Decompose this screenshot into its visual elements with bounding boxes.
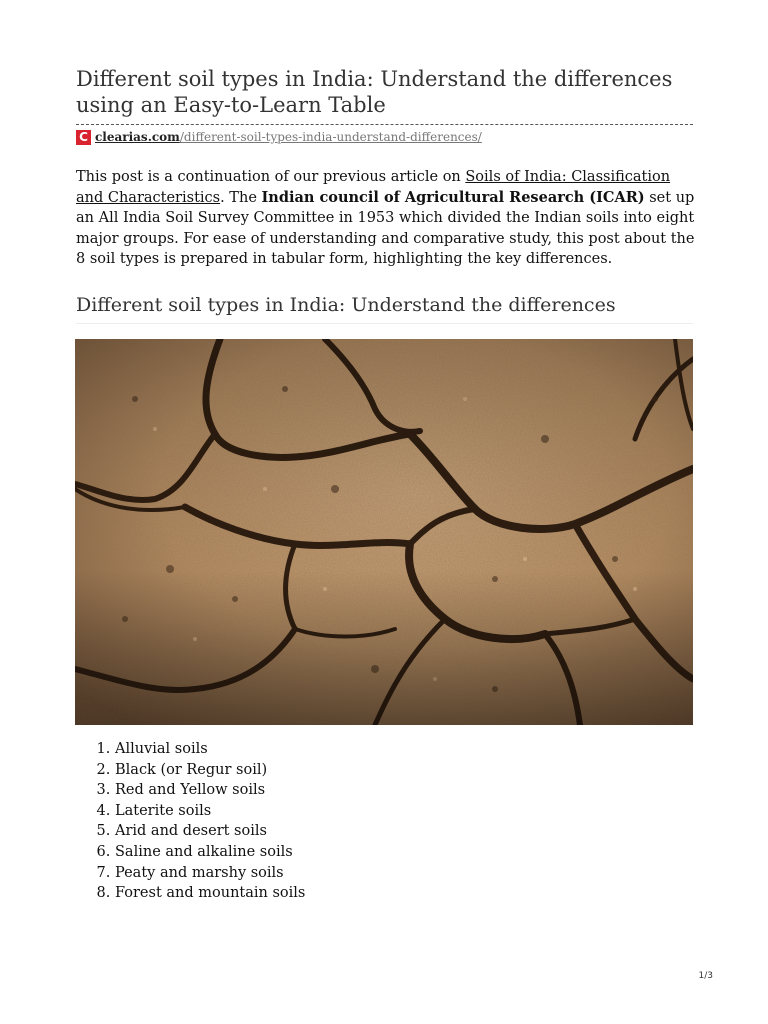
clearias-logo-icon: C xyxy=(76,130,91,145)
source-path[interactable]: /different-soil-types-india-understand-differences/ xyxy=(179,130,482,144)
source-url[interactable] xyxy=(76,129,482,145)
page-number: 1/3 xyxy=(698,971,713,981)
title-divider xyxy=(76,124,693,125)
section-divider xyxy=(76,323,693,324)
cracked-soil-image xyxy=(75,339,693,725)
list-item: 1. Alluvial soils xyxy=(115,739,305,760)
soil-types-list xyxy=(76,739,305,904)
list-item: 5. Arid and desert soils xyxy=(115,821,305,842)
intro-text-2: . The xyxy=(220,189,262,206)
list-item: 8. Forest and mountain soils xyxy=(115,883,305,904)
list-item: 2. Black (or Regur soil) xyxy=(115,760,305,781)
intro-paragraph xyxy=(76,167,696,270)
icar-bold-text: Indian council of Agricultural Research (ICAR) xyxy=(261,188,645,206)
list-item: 7. Peaty and marshy soils xyxy=(115,863,305,884)
soils-of-india-link[interactable]: Soils of India: Classification and Characteristics xyxy=(76,169,671,206)
article-title: Different soil types in India: Understand the differences using an Easy-to-Learn Table xyxy=(76,67,673,117)
intro-text-3: set up an All India Soil Survey Committee in 1953 which divided the Indian soils into eight major groups. For ease of understanding and comparative study, this post about the 8 soil types is prepared in tabular form, highlighting the key differences. xyxy=(76,189,695,268)
intro-text-1: This post is a continuation of our previous article on xyxy=(76,169,466,185)
section-heading: Different soil types in India: Understand the differences xyxy=(76,294,616,316)
list-item: 3. Red and Yellow soils xyxy=(115,780,305,801)
list-item: 6. Saline and alkaline soils xyxy=(115,842,305,863)
list-item: 4. Laterite soils xyxy=(115,801,305,822)
source-domain[interactable]: clearias.com xyxy=(95,130,180,144)
